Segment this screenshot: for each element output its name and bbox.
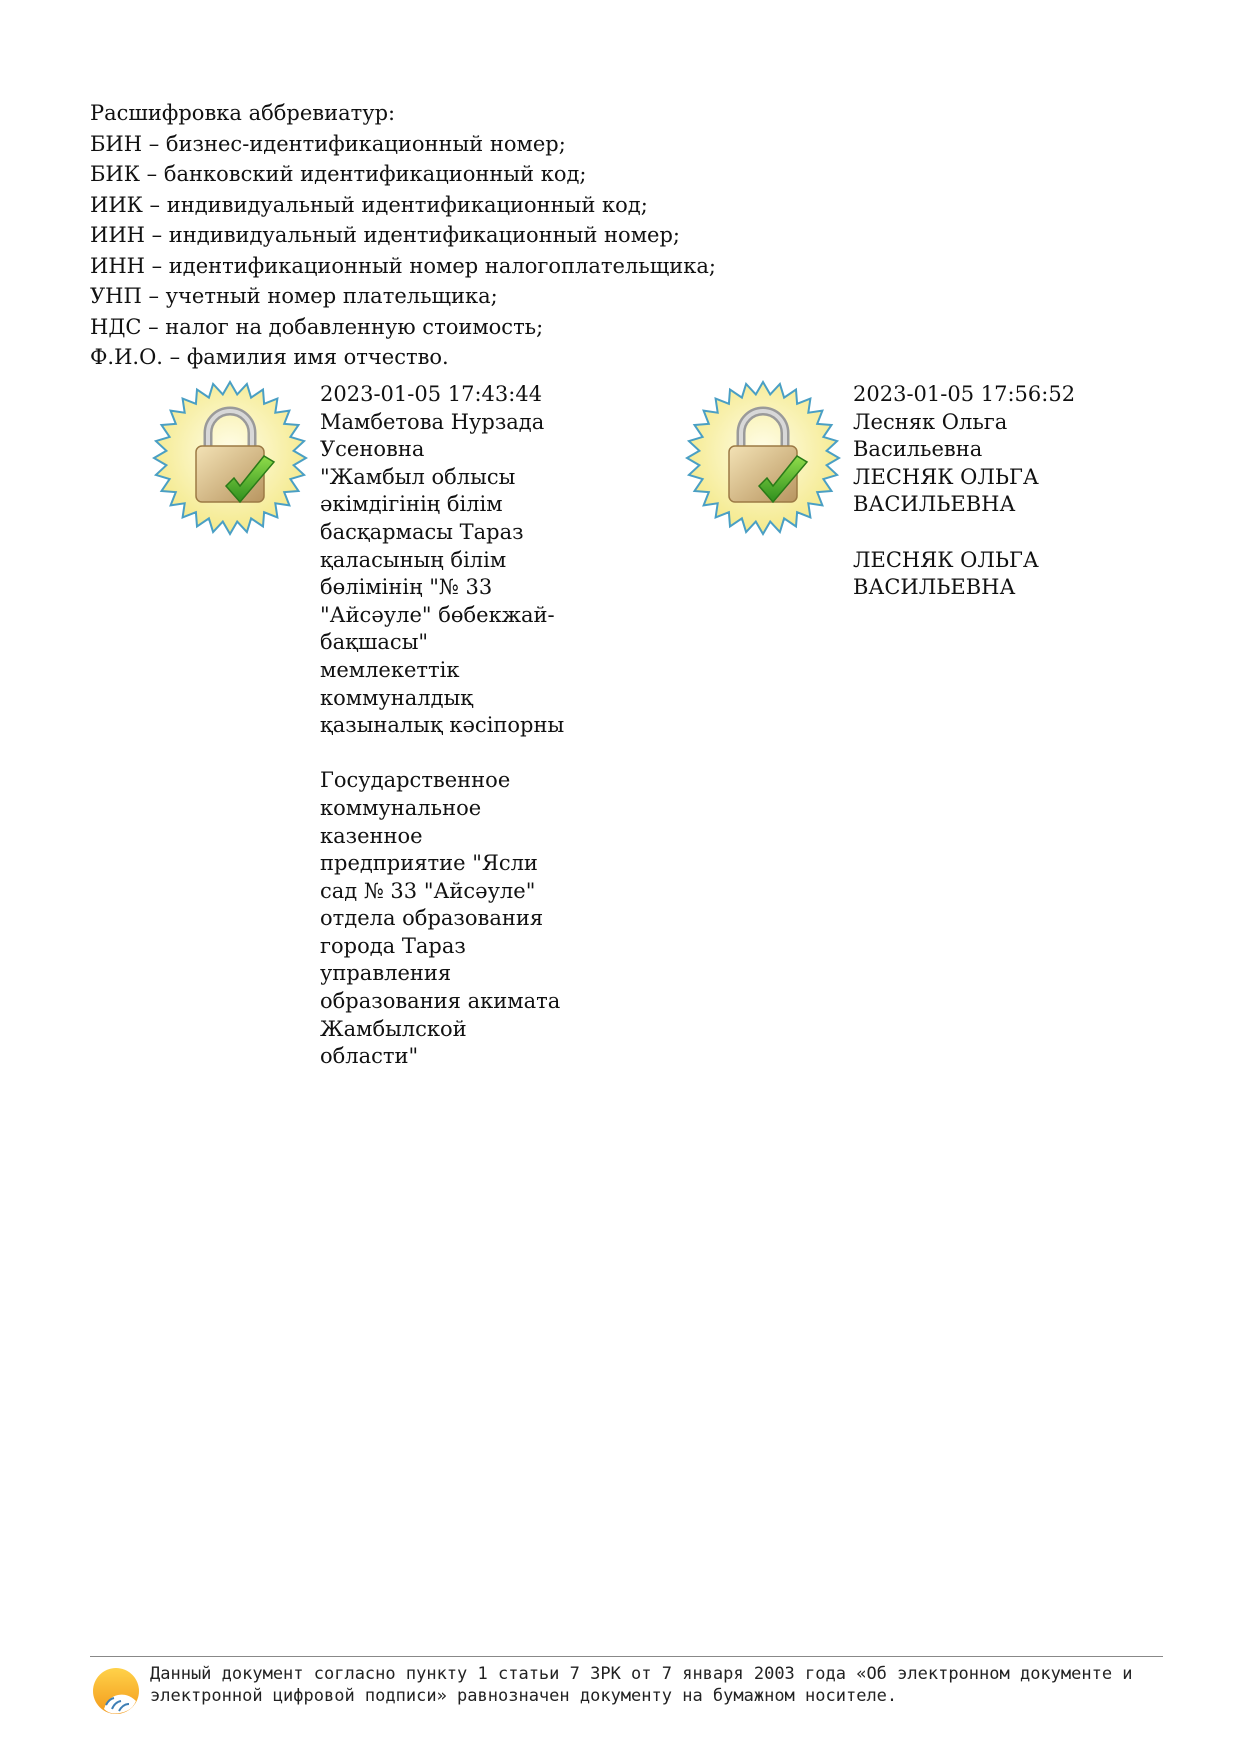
organization-kz-line: басқармасы Тараз xyxy=(320,519,524,544)
organization-kz-line: бақшасы" xyxy=(320,630,429,655)
organization-ru-line: предприятие "Ясли xyxy=(320,851,538,876)
spacer xyxy=(320,740,565,768)
abbreviation-item: ИИК – индивидуальный идентификационный код; xyxy=(90,192,648,217)
organization-ru-line: области" xyxy=(320,1044,419,1069)
signature-text-1 xyxy=(320,381,565,1071)
organization-ru-line: сад № 33 "Айсәуле" xyxy=(320,878,536,903)
organization-ru-line: коммунальное xyxy=(320,795,482,820)
organization-kz-line: коммуналдық xyxy=(320,685,474,710)
organization-ru-line: казенное xyxy=(320,823,423,848)
abbreviation-item: Ф.И.О. – фамилия имя отчество. xyxy=(90,345,449,369)
signature-block-1 xyxy=(150,378,565,1071)
organization-ru-line: ЛЕСНЯК ОЛЬГА xyxy=(853,547,1039,572)
abbreviation-item: ИНН – идентификационный номер налогоплательщика; xyxy=(90,253,716,278)
footer-legal-text xyxy=(150,1663,1133,1707)
abbreviation-item: УНП – учетный номер плательщика; xyxy=(90,284,498,308)
footer-line: Данный документ согласно пункту 1 статьи 7 ЗРК от 7 января 2003 года «Об электронном документе и xyxy=(150,1664,1133,1684)
signature-timestamp: 2023-01-05 17:43:44 xyxy=(320,382,543,406)
signature-block-2 xyxy=(683,378,1098,602)
organization-ru-line: отдела образования xyxy=(320,906,544,931)
organization-kz-line: ЛЕСНЯК ОЛЬГА xyxy=(853,464,1039,489)
organization-ru-line: города Тараз xyxy=(320,933,466,958)
signer-name-line: Лесняк Ольга xyxy=(853,409,1008,434)
organization-kz-line: әкімдігінің білім xyxy=(320,492,503,517)
abbreviations-block xyxy=(90,98,716,373)
organization-kz-line: ВАСИЛЬЕВНА xyxy=(853,492,1016,517)
footer-line: электронной цифровой подписи» равнозначен документу на бумажном носителе. xyxy=(150,1686,898,1706)
organization-kz-line: мемлекеттік xyxy=(320,657,460,682)
abbreviation-item: ИИН – индивидуальный идентификационный номер; xyxy=(90,223,680,247)
signer-name-line: Васильевна xyxy=(853,437,983,462)
footer-content xyxy=(90,1663,1163,1717)
abbreviation-item: БИК – банковский идентификационный код; xyxy=(90,162,587,186)
organization-kz-line: "Айсәуле" бөбекжай- xyxy=(320,602,555,627)
digital-signature-seal-icon xyxy=(150,378,310,538)
footer xyxy=(90,1656,1163,1717)
organization-kz-line: бөлімінің "№ 33 xyxy=(320,575,493,600)
organization-kz-line: қаласының білім xyxy=(320,547,507,572)
organization-ru-line: образования акимата xyxy=(320,989,561,1014)
signature-text-2 xyxy=(853,381,1098,602)
signature-timestamp: 2023-01-05 17:56:52 xyxy=(853,382,1076,406)
organization-kz-line: "Жамбыл облысы xyxy=(320,464,516,489)
organization-ru-line: Жамбылской xyxy=(320,1016,467,1041)
digital-signature-seal-icon xyxy=(683,378,843,538)
egov-sun-logo-icon xyxy=(90,1665,142,1717)
abbreviation-item: БИН – бизнес-идентификационный номер; xyxy=(90,131,566,156)
signer-name-line: Усеновна xyxy=(320,437,425,462)
organization-kz-line: қазыналық кәсіпорны xyxy=(320,713,565,738)
spacer xyxy=(853,519,1098,547)
organization-ru-line: Государственное xyxy=(320,768,511,793)
abbreviation-item: НДС – налог на добавленную стоимость; xyxy=(90,314,544,339)
organization-ru-line: управления xyxy=(320,961,452,986)
signer-name-line: Мамбетова Нурзада xyxy=(320,409,545,434)
organization-ru-line: ВАСИЛЬЕВНА xyxy=(853,575,1016,600)
abbreviations-heading: Расшифровка аббревиатур: xyxy=(90,101,396,125)
